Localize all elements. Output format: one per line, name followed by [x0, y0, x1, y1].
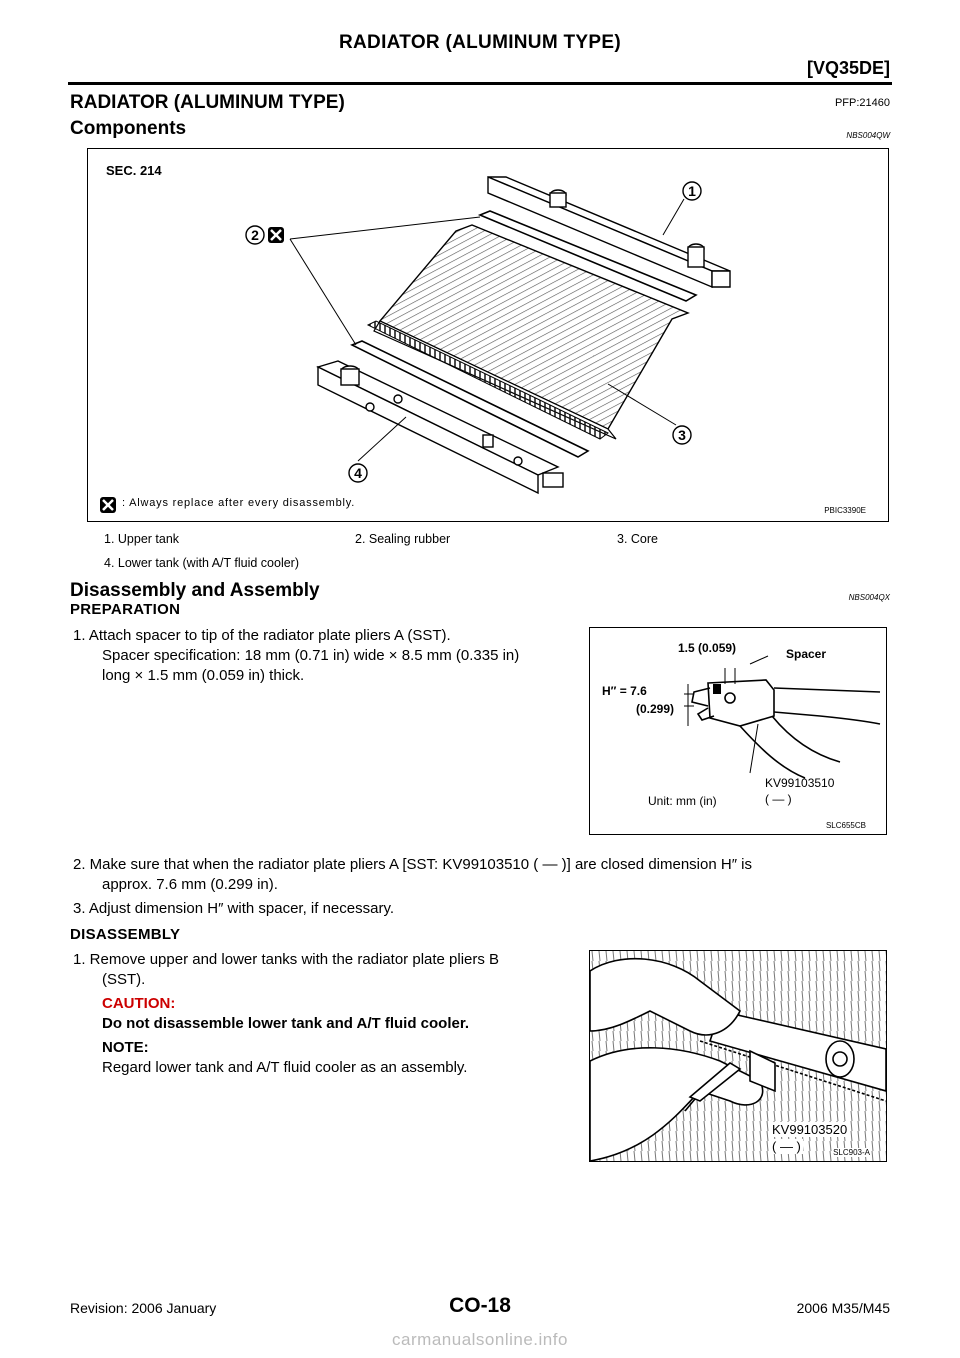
header-rule [68, 82, 892, 85]
caution-label: CAUTION: [102, 995, 176, 1012]
caution-text: Do not disassemble lower tank and A/T fluid cooler. [102, 1015, 470, 1032]
revision-date: Revision: 2006 January [70, 1300, 217, 1316]
radiator-exploded-drawing [88, 149, 888, 521]
disassembly-heading: DISASSEMBLY [70, 926, 181, 943]
note-label: NOTE: [102, 1039, 149, 1056]
pliers-spacer-drawing [590, 628, 886, 834]
running-header-title: RADIATOR (ALUMINUM TYPE) [339, 32, 621, 53]
page-number: CO-18 [449, 1294, 511, 1317]
disassembly-step-1: 1. Remove upper and lower tanks with the radiator plate pliers B [73, 951, 500, 968]
replace-part-icon [268, 227, 284, 243]
caption-1: 1. Upper tank [104, 532, 180, 546]
prep-step-3: 3. Adjust dimension H″ with spacer, if necessary. [73, 900, 395, 917]
prep-step-1-spec-2: long × 1.5 mm (0.059 in) thick. [102, 667, 305, 684]
components-figure [87, 148, 889, 522]
tank-removal-figure [589, 950, 887, 1162]
callout-3-label: 3 [678, 427, 686, 443]
prep-step-1-spec: Spacer specification: 18 mm (0.71 in) wide × 8.5 mm (0.335 in) [102, 647, 520, 664]
prep-step-2-cont: approx. 7.6 mm (0.299 in). [102, 876, 278, 893]
callout-2-label: 2 [251, 227, 259, 243]
pliers-spacer-figure [589, 627, 887, 835]
caption-3: 3. Core [617, 532, 658, 546]
legend-replace-icon [100, 497, 116, 513]
sec-label: SEC. 214 [106, 163, 162, 178]
figure-id: SLC655CB [825, 821, 866, 830]
prep-step-1: 1. Attach spacer to tip of the radiator plate pliers A (SST). [73, 627, 451, 644]
caption-4: 4. Lower tank (with A/T fluid cooler) [104, 556, 299, 570]
disassembly-step-1-cont: (SST). [102, 971, 146, 988]
components-heading: Components [70, 118, 187, 139]
unit-label: Unit: mm (in) [648, 794, 717, 808]
components-ref: NBS004QW [846, 131, 890, 140]
engine-code: [VQ35DE] [806, 58, 890, 78]
preparation-heading: PREPARATION [70, 601, 181, 618]
figure-id: SLC903-A [833, 1148, 870, 1157]
model-label: 2006 M35/M45 [796, 1300, 890, 1316]
section-title: RADIATOR (ALUMINUM TYPE) [70, 92, 345, 113]
callout-4-label: 4 [354, 465, 362, 481]
disassembly-assembly-heading: Disassembly and Assembly [70, 580, 320, 601]
spacer-label: Spacer [786, 647, 827, 661]
caption-2: 2. Sealing rubber [355, 532, 451, 546]
callout-1-label: 1 [688, 183, 696, 199]
watermark: carmanualsonline.info [392, 1330, 568, 1349]
tool-number-a-paren: ( — ) [765, 792, 792, 806]
spacer-thickness-dim: 1.5 (0.059) [678, 641, 737, 655]
tool-number-b-paren: ( — ) [772, 1139, 801, 1154]
tool-number-a: KV99103510 [765, 776, 835, 790]
tool-number-b: KV99103520 [772, 1122, 848, 1137]
legend-text: : Always replace after every disassembly. [122, 497, 356, 509]
prep-step-2: 2. Make sure that when the radiator plate pliers A [SST: KV99103510 ( — )] are closed dimension H″ is [73, 856, 752, 873]
h-dimension-label: H″ = 7.6 [602, 684, 647, 698]
pfp-code: PFP:21460 [834, 97, 890, 109]
disassembly-assembly-ref: NBS004QX [848, 593, 890, 602]
note-text: Regard lower tank and A/T fluid cooler as an assembly. [102, 1059, 468, 1076]
h-dimension-inch: (0.299) [636, 702, 675, 716]
figure-id: PBIC3390E [824, 506, 866, 515]
